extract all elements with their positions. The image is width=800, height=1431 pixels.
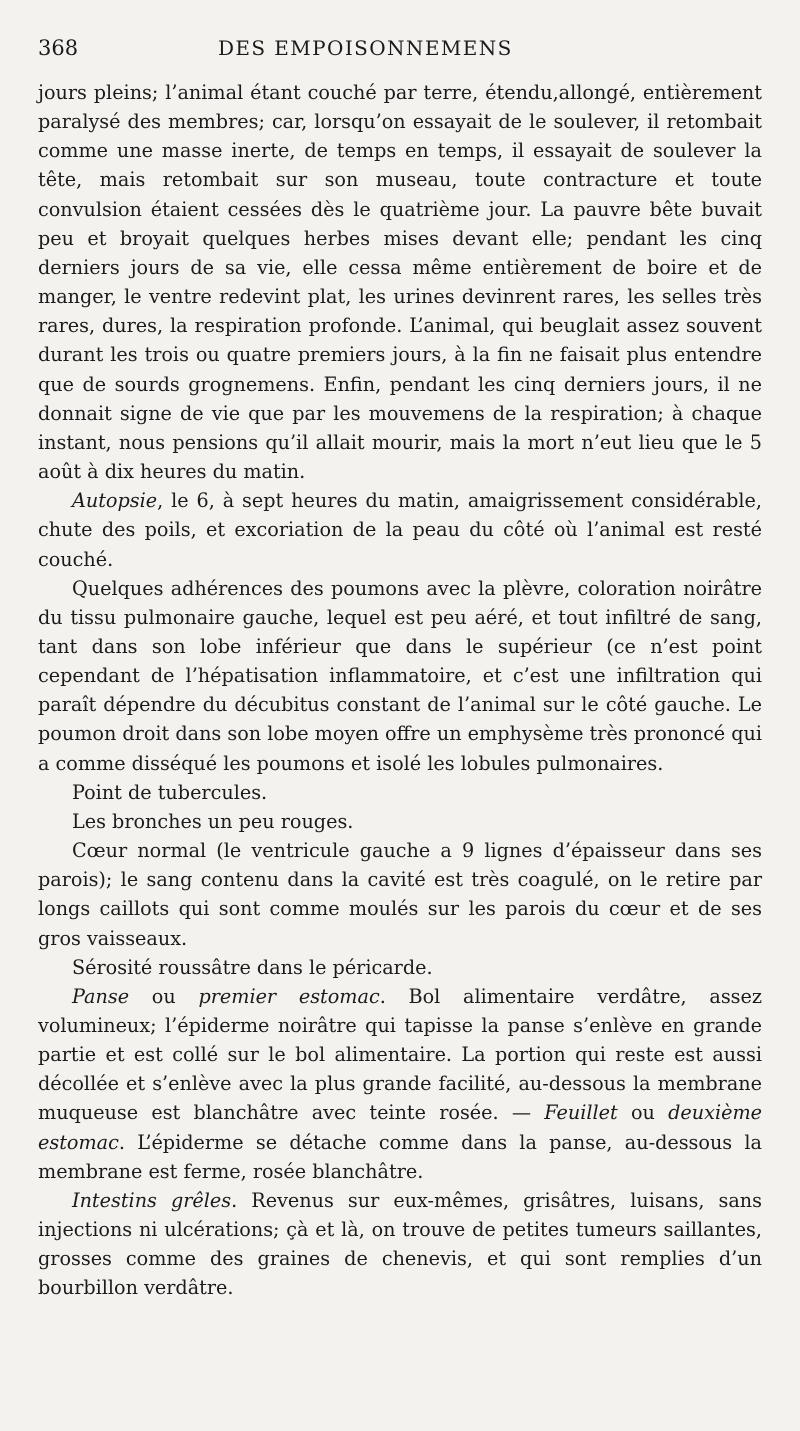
text-run: Quelques adhérences des poumons avec la plèvre, coloration noirâtre du tissu pulmonaire gauche, lequel est peu aéré, et tout infiltré de sang, tant dans son lobe inférieur que dans le supérieur (ce n’est point cependant de l’hépatisation inflammatoire, et c’est une infiltration qui paraît dépendre du décubitus constant de l’animal sur le côté gauche. Le poumon droit dans son lobe moyen offre un emphysème très prononcé qui a comme disséqué les poumons et isolé les lobules pulmonaires.	[38, 576, 762, 775]
paragraph	[38, 778, 762, 807]
text-run: . Revenus sur eux-mêmes, grisâtres, luisans, sans injections ni ulcérations; çà et là, on trouve de petites tumeurs saillantes, grosses comme des graines de chenevis, et qui sont remplies d’un bourbillon verdâtre.	[38, 1188, 762, 1300]
paragraph	[38, 982, 762, 1186]
text-run: Sérosité roussâtre dans le péricarde.	[72, 955, 433, 979]
text-run: Cœur normal (le ventricule gauche a 9 lignes d’épaisseur dans ses parois); le sang contenu dans la cavité est très coagulé, on le retire par longs caillots qui sont comme moulés sur les parois du cœur et de ses gros vaisseaux.	[38, 839, 762, 950]
italic-run: deuxième estomac	[38, 1101, 762, 1154]
paragraph	[38, 486, 762, 573]
text-run: jours pleins; l’animal étant couché par terre, étendu,allongé, entièrement paralysé des membres; car, lorsqu’on essayait de le soulever, il retombait comme une masse inerte, de temps en temps, il essayait de soulever la tête, mais retombait sur son museau, toute contracture et toute convulsion étaient cessées dès le quatrième jour. La pauvre bête buvait peu et broyait quelques herbes mises devant elle; pendant les cinq derniers jours de sa vie, elle cessa même entièrement de boire et de manger, le ventre redevint plat, les urines devinrent rares, les selles très rares, dures, la respiration profonde. L’animal, qui beuglait assez souvent durant les trois ou quatre premiers jours, à la fin ne faisait plus entendre que de sourds grognemens. Enfin, pendant les cinq derniers jours, il ne donnait signe de vie que par les mouvemens de la respiration; à chaque instant, nous pensions qu’il allait mourir, mais la mort n’eut lieu que le 5 août à dix heures du matin.	[38, 81, 762, 484]
page-number: 368	[38, 36, 79, 60]
italic-run: Panse	[72, 984, 130, 1008]
paragraph	[38, 807, 762, 836]
italic-run: Feuillet	[544, 1101, 618, 1125]
text-run: Point de tubercules.	[72, 780, 268, 804]
text-run: ou	[129, 984, 199, 1008]
text-run: , le 6, à sept heures du matin, amaigrissement considérable, chute des poils, et excoriation de la peau du côté où l’animal est resté couché.	[38, 489, 762, 571]
italic-run: Autopsie	[72, 489, 158, 513]
italic-run: premier estomac	[198, 984, 380, 1008]
paragraph	[38, 953, 762, 982]
text-run: . Bol alimentaire verdâtre, assez volumineux; l’épiderme noirâtre qui tapisse la panse s’enlève en grande partie et est collé sur le bol alimentaire. La portion qui reste est aussi décollée et s’enlève avec la plus grande facilité, au-dessous la membrane muqueuse est blanchâtre avec teinte rosée. —	[38, 984, 762, 1125]
page-header	[38, 36, 762, 76]
running-title: DES EMPOISONNEMENS	[218, 36, 513, 60]
paragraph	[38, 836, 762, 953]
paragraph	[38, 574, 762, 778]
text-run: . L’épiderme se détache comme dans la panse, au-dessous la membrane est ferme, rosée blanchâtre.	[38, 1130, 762, 1183]
paragraph	[38, 1186, 762, 1303]
paragraph	[38, 78, 762, 486]
text-run: Les bronches un peu rouges.	[72, 809, 354, 833]
italic-run: Intestins grêles	[72, 1188, 232, 1212]
text-run: ou	[617, 1101, 669, 1125]
body-text	[38, 78, 762, 1303]
